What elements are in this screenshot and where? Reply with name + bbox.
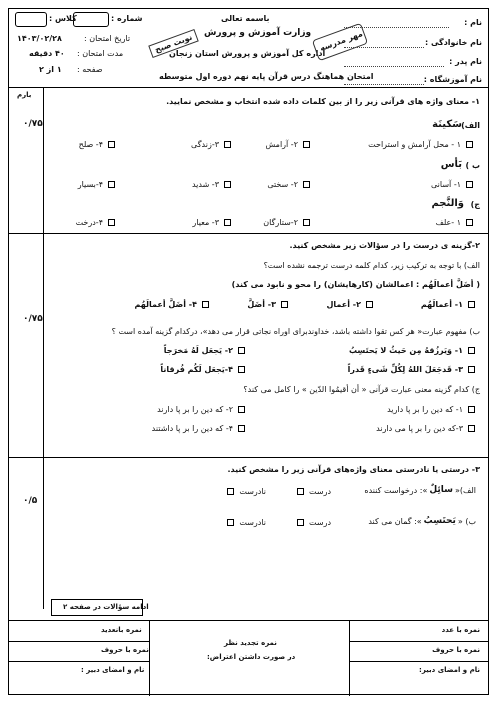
q2b-text: ب) مفهوم عبارت« هر کس تقوا داشته باشد، خداوندبرای اوراه نجاتی قرار می دهد»، درکدام گزینه آمده است ؟ <box>111 327 480 336</box>
footer-left-line-1 <box>9 641 149 642</box>
q1b-label: ب ) <box>465 161 480 170</box>
q1a-word: سَکینَة <box>432 119 462 130</box>
checkbox-icon[interactable] <box>108 219 115 226</box>
checkbox-icon[interactable] <box>224 181 231 188</box>
teacher-sign-label: نام و امضای دبیر: <box>419 666 480 674</box>
q1-score: ۰/۷۵ <box>23 119 43 129</box>
q3a-correct[interactable]: درست <box>294 487 331 496</box>
q1-divider <box>9 233 488 234</box>
page-label: صفحه : <box>77 65 103 74</box>
q1c-option-4[interactable]: ۴-درخت <box>76 218 118 227</box>
q2a-option-3[interactable]: ۳- أضَلَّ <box>247 300 291 309</box>
page-value: ۱ از ۲ <box>39 65 62 74</box>
continue-note: ادامه سؤالات در صفحه ۲ <box>63 603 149 611</box>
q2-score: ۰/۷۵ <box>23 314 43 324</box>
checkbox-icon[interactable] <box>238 366 245 373</box>
q2-title: ۲-گزینه ی درست را در سؤالات زیر مشخص کنید. <box>289 241 480 250</box>
q2-divider <box>9 457 488 458</box>
recheck-label: نمره تجدید نظر <box>224 639 277 647</box>
q3b-correct[interactable]: درست <box>294 518 331 527</box>
exam-title: امتحان هماهنگ درس قرآن پایه نهم دوره اول متوسطه <box>159 72 374 81</box>
q3a-statement: الف)« سائِلٌ »: درخواست کننده <box>364 485 476 495</box>
checkbox-icon[interactable] <box>297 519 304 526</box>
q2b-option-1[interactable]: ۱- وَیَرزُقهُ مِن حَیثُ لا یَحتَسِبُ <box>349 346 478 355</box>
q1c-option-1[interactable]: ۱ -علف <box>436 218 476 227</box>
checkbox-icon[interactable] <box>303 141 310 148</box>
recheck-note: در صورت داشتن اعتراض: <box>207 653 296 661</box>
checkbox-icon[interactable] <box>202 301 209 308</box>
q1a-option-4[interactable]: ۴- صلح <box>79 140 118 149</box>
checkbox-icon[interactable] <box>238 425 245 432</box>
q1b-option-3[interactable]: ۳- شدید <box>192 180 234 189</box>
class-label: کلاس : <box>49 14 77 23</box>
q3a-incorrect[interactable]: نادرست <box>224 487 266 496</box>
footer-right-line-1 <box>349 641 488 642</box>
father-label: نام پدر : <box>449 57 482 66</box>
checkbox-icon[interactable] <box>224 219 231 226</box>
checkbox-icon[interactable] <box>303 219 310 226</box>
q1c-word: وَالنَّجم <box>431 198 464 209</box>
checkbox-icon[interactable] <box>281 301 288 308</box>
q1c-option-2[interactable]: ۲-ستارگان <box>263 218 313 227</box>
score-col-label: بارم <box>17 91 32 99</box>
q3b-statement: ب) « یَحتَسِبُ »: گمان می کند <box>368 516 476 526</box>
checkbox-icon[interactable] <box>238 406 245 413</box>
q1c-option-3[interactable]: ۳- معیار <box>192 218 234 227</box>
checkbox-icon[interactable] <box>466 181 473 188</box>
number-box[interactable] <box>73 12 109 27</box>
checkbox-icon[interactable] <box>227 488 234 495</box>
q1b-option-4[interactable]: ۴-بسیار <box>78 180 118 189</box>
score-letters-label: نمره با حروف <box>432 646 480 654</box>
date-label: تاریخ امتحان : <box>84 34 131 43</box>
footer-col-divider-left <box>149 620 150 696</box>
class-box[interactable] <box>15 12 47 27</box>
checkbox-icon[interactable] <box>224 141 231 148</box>
after-recheck-label: نمره بانعدید <box>101 626 142 634</box>
footer-right-line-2 <box>349 661 488 662</box>
checkbox-icon[interactable] <box>466 141 473 148</box>
q2a-text: الف) با توجه به ترکیب زیر، کدام کلمه درست ترجمه نشده است؟ <box>263 261 480 270</box>
q2b-option-3[interactable]: ۳- قَدجَعَلَ اللهُ لِکُلِّ شَیءٍ قَدراً <box>348 365 478 374</box>
checkbox-icon[interactable] <box>366 301 373 308</box>
shift-stamp: نوبت صبح <box>148 29 199 58</box>
checkbox-icon[interactable] <box>468 406 475 413</box>
q2a-phrase: ( أضَلَّ أعمالَهُم : اعمالشان (کارهایشان) را محو و نابود می کند) <box>231 280 480 289</box>
q2c-option-2[interactable]: ۲- که دین را بر پا دارند <box>157 405 248 414</box>
duration-value: ۴۰ دقیقه <box>29 49 65 58</box>
score-letters2-label: نمره با حروف <box>101 646 149 654</box>
school-line <box>344 84 424 85</box>
q1b-word: بَأس <box>440 159 462 170</box>
q3-score: ۰/۵ <box>23 496 38 506</box>
checkbox-icon[interactable] <box>468 301 475 308</box>
name-label: نام : <box>464 18 482 27</box>
checkbox-icon[interactable] <box>238 347 245 354</box>
ministry: وزارت آموزش و پرورش <box>204 28 312 38</box>
exam-sheet <box>8 8 489 695</box>
q1-title: ۱- معنای واژه های قرآنی زیر را از بین کلمات داده شده انتخاب و مشخص نمایید. <box>166 97 480 106</box>
q2c-option-1[interactable]: ۱- که دین را بر پا دارید <box>387 405 478 414</box>
q3-title: ۳- درستی یا نادرستی معنای واژه‌های قرآنی زیر را مشخص کنید. <box>227 465 480 474</box>
checkbox-icon[interactable] <box>303 181 310 188</box>
q2c-option-3[interactable]: ۳-که دین را بر پا می دارند <box>376 424 478 433</box>
score-number-label: نمره با عدد <box>441 626 480 634</box>
family-label: نام خانوادگی : <box>424 38 482 47</box>
q2a-option-4[interactable]: ۴- أضَلَّ أعمالَهُم <box>134 300 212 309</box>
q3b-incorrect[interactable]: نادرست <box>224 518 266 527</box>
q2c-option-4[interactable]: ۴- که دین را بر پا داشتند <box>152 424 248 433</box>
q2a-option-2[interactable]: ۲- أعمال <box>326 300 376 309</box>
footer-col-divider-right <box>349 620 350 696</box>
teacher-sign2-label: نام و امضای دبیر : <box>81 666 145 674</box>
header-divider <box>9 87 488 88</box>
q1b-option-1[interactable]: ۱- آسانی <box>431 180 476 189</box>
footer-left-line-2 <box>9 661 149 662</box>
number-label: شماره : <box>111 14 143 23</box>
score-column-divider <box>43 87 44 609</box>
school-label: نام آموزشگاه : <box>423 75 482 84</box>
checkbox-icon[interactable] <box>227 519 234 526</box>
school-stamp: مهر مدرسه <box>312 23 368 61</box>
department: اداره کل آموزش و پرورش استان زنجان <box>169 49 326 58</box>
bismillah: باسمه تعالی <box>221 14 270 23</box>
duration-label: مدت امتحان : <box>77 49 124 58</box>
q1c-label: ج) <box>470 200 480 209</box>
q2a-option-1[interactable]: ۱- أعمالَهُم <box>421 300 478 309</box>
checkbox-icon[interactable] <box>468 347 475 354</box>
checkbox-icon[interactable] <box>466 219 473 226</box>
q1b-option-2[interactable]: ۲- سختی <box>267 180 313 189</box>
q2b-option-2[interactable]: ۲- یَجعَل لَهُ مَخرَجاً <box>164 346 248 355</box>
q1a-option-2[interactable]: ۲- آرامش <box>265 140 313 149</box>
checkbox-icon[interactable] <box>108 141 115 148</box>
checkbox-icon[interactable] <box>468 366 475 373</box>
father-line <box>344 66 444 67</box>
q2b-option-4[interactable]: ۴-یَجعَل لَکُم فُرقاناً <box>160 365 248 374</box>
checkbox-icon[interactable] <box>297 488 304 495</box>
q1a-option-3[interactable]: ۳-زندگی <box>191 140 234 149</box>
date-value: ۱۴۰۳/۰۲/۲۸ <box>17 34 62 43</box>
q2c-text: ج) کدام گزینه معنی عبارت قرآنی « أن أقیمُوا الدّین » را کامل می کند؟ <box>243 385 480 394</box>
q1a-label: الف) <box>461 121 480 130</box>
checkbox-icon[interactable] <box>108 181 115 188</box>
footer-divider <box>9 620 488 621</box>
q1a-option-1[interactable]: ۱ - محل آرامش و استراحت <box>368 140 476 149</box>
checkbox-icon[interactable] <box>468 425 475 432</box>
